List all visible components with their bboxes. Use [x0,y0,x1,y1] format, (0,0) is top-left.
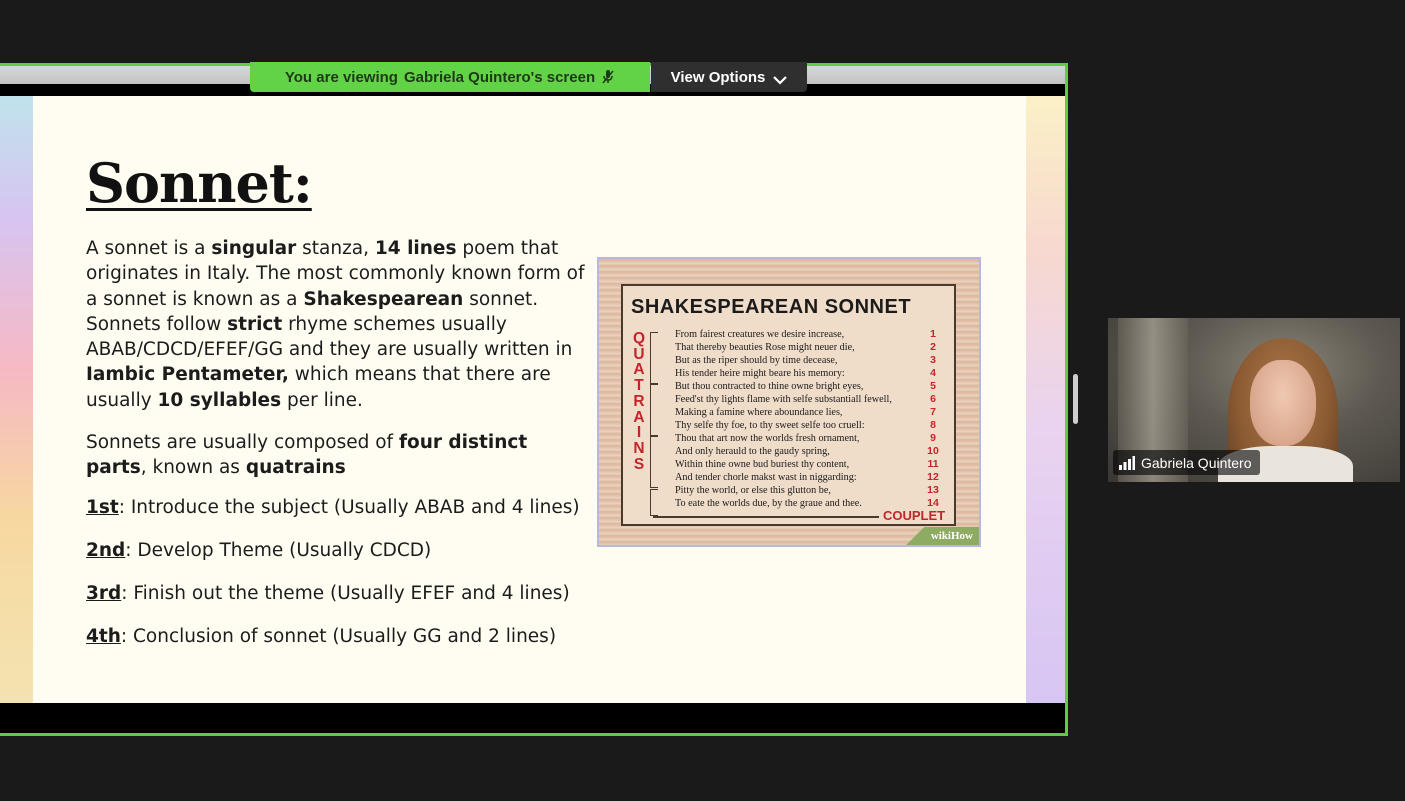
slide-title: Sonnet: [86,151,312,215]
participant-name: Gabriela Quintero [1141,454,1252,471]
quatrain-bracket-1 [650,332,658,384]
quatrain-bracket-2 [650,384,658,436]
sonnet-line: Thou that art now the worlds fresh ornament, [675,433,860,444]
quatrains-letter: U [633,345,645,363]
shared-screen-frame [0,63,1068,736]
sonnet-image-panel [621,284,956,526]
part-text: : Develop Theme (Usually CDCD) [125,540,432,561]
quatrains-letter: R [633,392,645,410]
sonnet-line: To eate the worlds due, by the graue and thee. [675,498,862,509]
part-number: 2nd [86,540,126,561]
quatrains-letter: T [634,377,644,395]
quatrains-letter: A [633,408,645,426]
part-number: 1st [86,497,119,518]
participant-figure-face [1250,360,1316,446]
sonnet-line: His tender heire might beare his memory: [675,368,845,379]
sonnet-line-number: 11 [927,458,939,470]
sonnet-line-number: 5 [930,380,936,392]
sonnet-line: From fairest creatures we desire increase, [675,329,845,340]
part-number: 4th [86,626,121,647]
sonnet-line-number: 2 [930,341,936,353]
slide-decorative-edge-left [0,96,33,703]
slide-part-3 [86,583,570,604]
sonnet-line-number: 14 [927,497,939,509]
sonnet-line: Within thine owne bud buriest thy content, [675,459,850,470]
wikihow-logo: wikiHow [899,527,979,545]
couplet-bracket [650,489,658,516]
quatrains-letter: A [633,361,645,379]
slide-paragraph-parts: Sonnets are usually composed of four distinct parts, known as quatrains [86,432,528,479]
part-text: : Introduce the subject (Usually ABAB and 4 lines) [118,497,580,518]
sonnet-line-number: 1 [930,328,936,340]
sonnet-line-number: 12 [927,471,939,483]
quatrain-bracket-3 [650,436,658,488]
sonnet-line-number: 13 [927,484,939,496]
sonnet-line: That thereby beauties Rose might neuer die, [675,342,855,353]
sonnet-line: But thou contracted to thine owne bright eyes, [675,381,864,392]
quatrains-letter: S [633,455,645,473]
sonnet-line: But as the riper should by time decease, [675,355,838,366]
sonnet-image-couplet-label: COUPLET [883,508,946,523]
slide-part-2 [86,540,431,561]
sonnet-line: Pitty the world, or else this glutton be, [675,485,831,496]
viewing-label: You are viewing [284,68,398,86]
mic-muted-icon [601,69,615,85]
viewing-screen-banner [250,62,650,92]
sonnet-line-number: 4 [930,367,936,379]
couplet-rule [653,516,879,518]
sonnet-image-quatrains-label [631,331,647,472]
signal-icon [1119,456,1135,470]
slide-part-4 [86,626,556,647]
sonnet-line: Making a famine where aboundance lies, [675,407,843,418]
slide-decorative-edge-right [1026,96,1065,703]
view-options-button[interactable] [651,62,807,92]
sonnet-line: And only herauld to the gaudy spring, [675,446,830,457]
slide-body [33,96,1026,703]
sonnet-lines [675,328,945,510]
sonnet-line-number: 7 [930,406,936,418]
part-number: 3rd [86,583,122,604]
presentation-slide [0,96,1065,703]
quatrains-letter: I [636,424,642,442]
sonnet-line-number: 3 [930,354,936,366]
sonnet-image-heading: SHAKESPEAREAN SONNET [631,296,912,318]
quatrains-letter: N [633,439,645,457]
presenter-screen-name: Gabriela Quintero's screen [403,68,596,86]
part-text: : Conclusion of sonnet (Usually GG and 2 lines) [120,626,557,647]
part-text: : Finish out the theme (Usually EFEF and 4 lines) [121,583,570,604]
slide-part-1 [86,497,580,518]
chevron-down-icon [773,72,787,82]
shakespearean-sonnet-image [597,257,981,547]
quatrains-letter: Q [632,330,646,347]
sonnet-line: Thy selfe thy foe, to thy sweet selfe too cruell: [675,420,865,431]
panel-resize-handle[interactable] [1073,374,1078,424]
view-options-label: View Options [670,68,766,86]
participant-name-tag [1113,450,1260,475]
sonnet-line-numbers [922,328,944,510]
sonnet-line-number: 6 [930,393,936,405]
sonnet-line: And tender chorle makst wast in niggarding: [675,472,857,483]
slide-paragraph-definition: A sonnet is a singular stanza, 14 lines poem that originates in Italy. The most commonly known form of a sonnet is known as a Shakespearean sonnet. Sonnets follow strict rhyme schemes usually ABAB/CDCD/EFEF/GG and they are usually written in Iambic Pentameter, which means that there are usually 10 syllables per line. [86,238,585,411]
sonnet-line-number: 10 [927,445,939,457]
sonnet-line: Feed'st thy lights flame with selfe substantiall fewell, [675,394,892,405]
sonnet-line-number: 8 [930,419,936,431]
sonnet-line-number: 9 [930,432,936,444]
